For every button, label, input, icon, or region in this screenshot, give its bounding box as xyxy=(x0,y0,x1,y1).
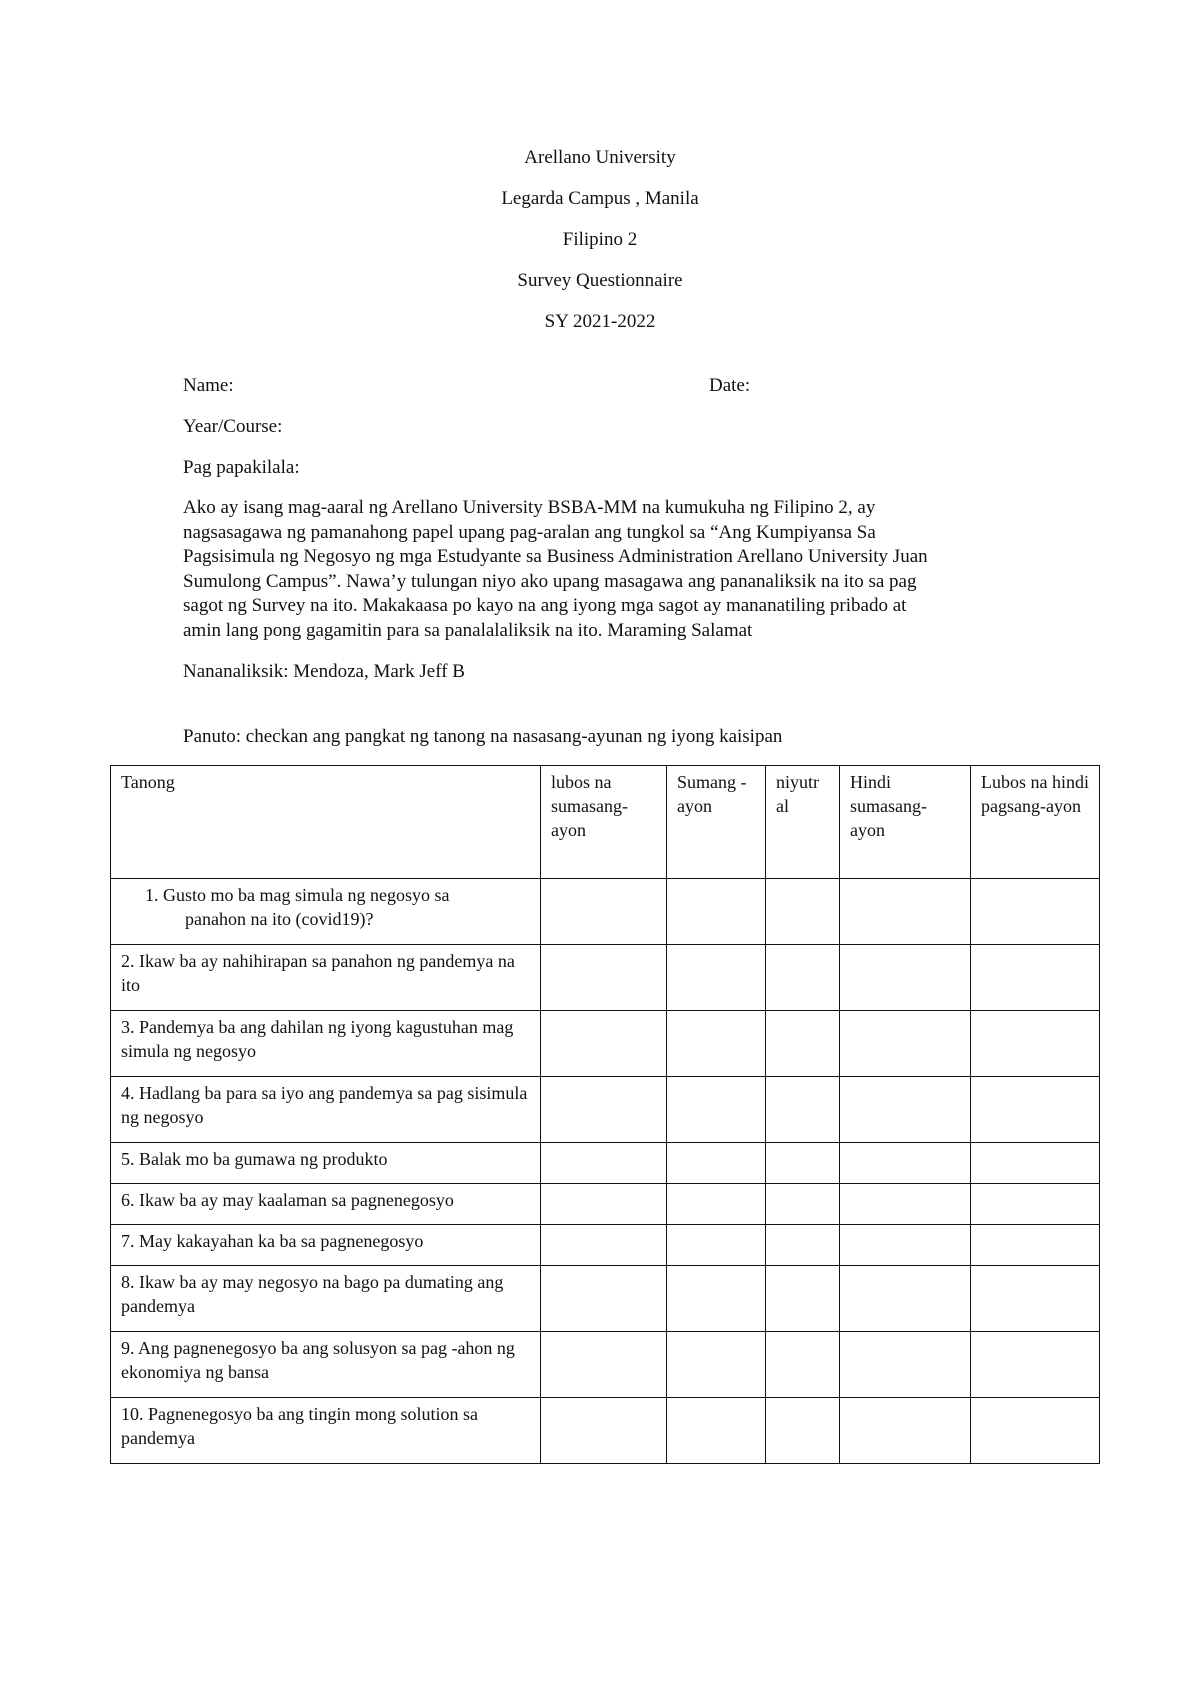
answer-cell-neutral[interactable] xyxy=(766,1184,840,1225)
question-cell: 9. Ang pagnenegosyo ba ang solusyon sa pag -ahon ng ekonomiya ng bansa xyxy=(111,1332,541,1398)
answer-cell-strongly-agree[interactable] xyxy=(541,1143,667,1184)
answer-cell-agree[interactable] xyxy=(667,1398,766,1464)
question-text: 8. Ikaw ba ay may negosyo na bago pa dumating ang pandemya xyxy=(121,1272,504,1316)
survey-table xyxy=(110,765,1100,1464)
question-cell: 7. May kakayahan ka ba sa pagnenegosyo xyxy=(111,1225,541,1266)
answer-cell-strongly-agree[interactable] xyxy=(541,945,667,1011)
school-year: SY 2021-2022 xyxy=(544,311,656,332)
answer-cell-strongly-agree[interactable] xyxy=(541,1225,667,1266)
header-strongly-agree: lubos na sumasang-ayon xyxy=(541,766,667,879)
answer-cell-strongly-disagree[interactable] xyxy=(971,1011,1100,1077)
header-strongly-disagree: Lubos na hindi pagsang-ayon xyxy=(971,766,1100,879)
answer-cell-neutral[interactable] xyxy=(766,1143,840,1184)
table-row xyxy=(111,879,1100,945)
intro-label: Pag papakilala: xyxy=(183,457,300,478)
answer-cell-strongly-disagree[interactable] xyxy=(971,1184,1100,1225)
answer-cell-strongly-agree[interactable] xyxy=(541,1184,667,1225)
answer-cell-strongly-disagree[interactable] xyxy=(971,1332,1100,1398)
table-row xyxy=(111,1332,1100,1398)
answer-cell-agree[interactable] xyxy=(667,945,766,1011)
answer-cell-strongly-agree[interactable] xyxy=(541,1266,667,1332)
table-row xyxy=(111,945,1100,1011)
question-text: Gusto mo ba mag simula ng negosyo sa xyxy=(163,885,450,905)
answer-cell-agree[interactable] xyxy=(667,1011,766,1077)
table-row xyxy=(111,1143,1100,1184)
document-type: Survey Questionnaire xyxy=(517,270,683,291)
answer-cell-disagree[interactable] xyxy=(840,1332,971,1398)
answer-cell-strongly-agree[interactable] xyxy=(541,1332,667,1398)
answer-cell-agree[interactable] xyxy=(667,1332,766,1398)
instructions: Panuto: checkan ang pangkat ng tanong na nasasang-ayunan ng iyong kaisipan xyxy=(183,726,783,747)
answer-cell-strongly-disagree[interactable] xyxy=(971,879,1100,945)
question-cell: 5. Balak mo ba gumawa ng produkto xyxy=(111,1143,541,1184)
question-cell: 10. Pagnenegosyo ba ang tingin mong solution sa pandemya xyxy=(111,1398,541,1464)
answer-cell-neutral[interactable] xyxy=(766,1398,840,1464)
table-row xyxy=(111,1398,1100,1464)
answer-cell-disagree[interactable] xyxy=(840,1143,971,1184)
intro-paragraph: Ako ay isang mag-aaral ng Arellano University BSBA-MM na kumukuha ng Filipino 2, ay nagsasagawa ng pamanahong papel upang pag-aralan ang tungkol sa “Ang Kumpiyansa Sa Pagsisimula ng Negosyo ng mga Estudyante sa Business Administration Arellano University Juan Sumulong Campus”. Nawa’y tulungan niyo ako upang masagawa ang pananaliksik na ito sa pag sagot ng Survey na ito. Makakaasa po kayo na ang iyong mga sagot ay mananatiling pribado at amin lang pong gagamitin para sa panalalaliksik na ito. Maraming Salamat xyxy=(183,497,928,641)
university-name: Arellano University xyxy=(524,147,676,168)
question-cell: 3. Pandemya ba ang dahilan ng iyong kagustuhan mag simula ng negosyo xyxy=(111,1011,541,1077)
answer-cell-strongly-disagree[interactable] xyxy=(971,1266,1100,1332)
table-row xyxy=(111,1077,1100,1143)
header-question: Tanong xyxy=(111,766,541,879)
answer-cell-disagree[interactable] xyxy=(840,1266,971,1332)
question-cell: 6. Ikaw ba ay may kaalaman sa pagnenegosyo xyxy=(111,1184,541,1225)
subject-name: Filipino 2 xyxy=(562,229,638,250)
table-row xyxy=(111,1266,1100,1332)
answer-cell-neutral[interactable] xyxy=(766,1011,840,1077)
campus-name: Legarda Campus , Manila xyxy=(501,188,699,209)
table-row xyxy=(111,1184,1100,1225)
question-cell xyxy=(111,1266,541,1332)
table-row xyxy=(111,1225,1100,1266)
answer-cell-disagree[interactable] xyxy=(840,879,971,945)
answer-cell-disagree[interactable] xyxy=(840,1011,971,1077)
answer-cell-agree[interactable] xyxy=(667,1143,766,1184)
answer-cell-neutral[interactable] xyxy=(766,1332,840,1398)
answer-cell-strongly-agree[interactable] xyxy=(541,1077,667,1143)
name-label: Name: xyxy=(183,375,234,396)
question-number: 1. xyxy=(145,885,159,905)
date-label: Date: xyxy=(709,375,751,396)
answer-cell-strongly-disagree[interactable] xyxy=(971,945,1100,1011)
question-cell xyxy=(111,879,541,945)
table-row xyxy=(111,1011,1100,1077)
answer-cell-disagree[interactable] xyxy=(840,1184,971,1225)
answer-cell-neutral[interactable] xyxy=(766,1266,840,1332)
year-course-label: Year/Course: xyxy=(183,416,283,437)
answer-cell-strongly-agree[interactable] xyxy=(541,1011,667,1077)
answer-cell-strongly-disagree[interactable] xyxy=(971,1225,1100,1266)
answer-cell-disagree[interactable] xyxy=(840,1398,971,1464)
answer-cell-strongly-disagree[interactable] xyxy=(971,1143,1100,1184)
answer-cell-strongly-disagree[interactable] xyxy=(971,1077,1100,1143)
answer-cell-neutral[interactable] xyxy=(766,945,840,1011)
table-header-row xyxy=(111,766,1100,879)
answer-cell-agree[interactable] xyxy=(667,1077,766,1143)
answer-cell-strongly-agree[interactable] xyxy=(541,879,667,945)
answer-cell-disagree[interactable] xyxy=(840,1225,971,1266)
question-cell: 4. Hadlang ba para sa iyo ang pandemya sa pag sisimula ng negosyo xyxy=(111,1077,541,1143)
answer-cell-neutral[interactable] xyxy=(766,879,840,945)
header-disagree: Hindi sumasang-ayon xyxy=(840,766,971,879)
researcher-line: Nananaliksik: Mendoza, Mark Jeff B xyxy=(183,661,465,682)
question-cell: 2. Ikaw ba ay nahihirapan sa panahon ng pandemya na ito xyxy=(111,945,541,1011)
answer-cell-strongly-agree[interactable] xyxy=(541,1398,667,1464)
answer-cell-disagree[interactable] xyxy=(840,945,971,1011)
answer-cell-strongly-disagree[interactable] xyxy=(971,1398,1100,1464)
question-text-continued: panahon na ito (covid19)? xyxy=(185,909,374,929)
answer-cell-agree[interactable] xyxy=(667,1184,766,1225)
answer-cell-agree[interactable] xyxy=(667,879,766,945)
answer-cell-disagree[interactable] xyxy=(840,1077,971,1143)
answer-cell-neutral[interactable] xyxy=(766,1077,840,1143)
answer-cell-agree[interactable] xyxy=(667,1266,766,1332)
header-agree: Sumang -ayon xyxy=(667,766,766,879)
answer-cell-agree[interactable] xyxy=(667,1225,766,1266)
header-neutral: niyutr al xyxy=(766,766,840,879)
answer-cell-neutral[interactable] xyxy=(766,1225,840,1266)
